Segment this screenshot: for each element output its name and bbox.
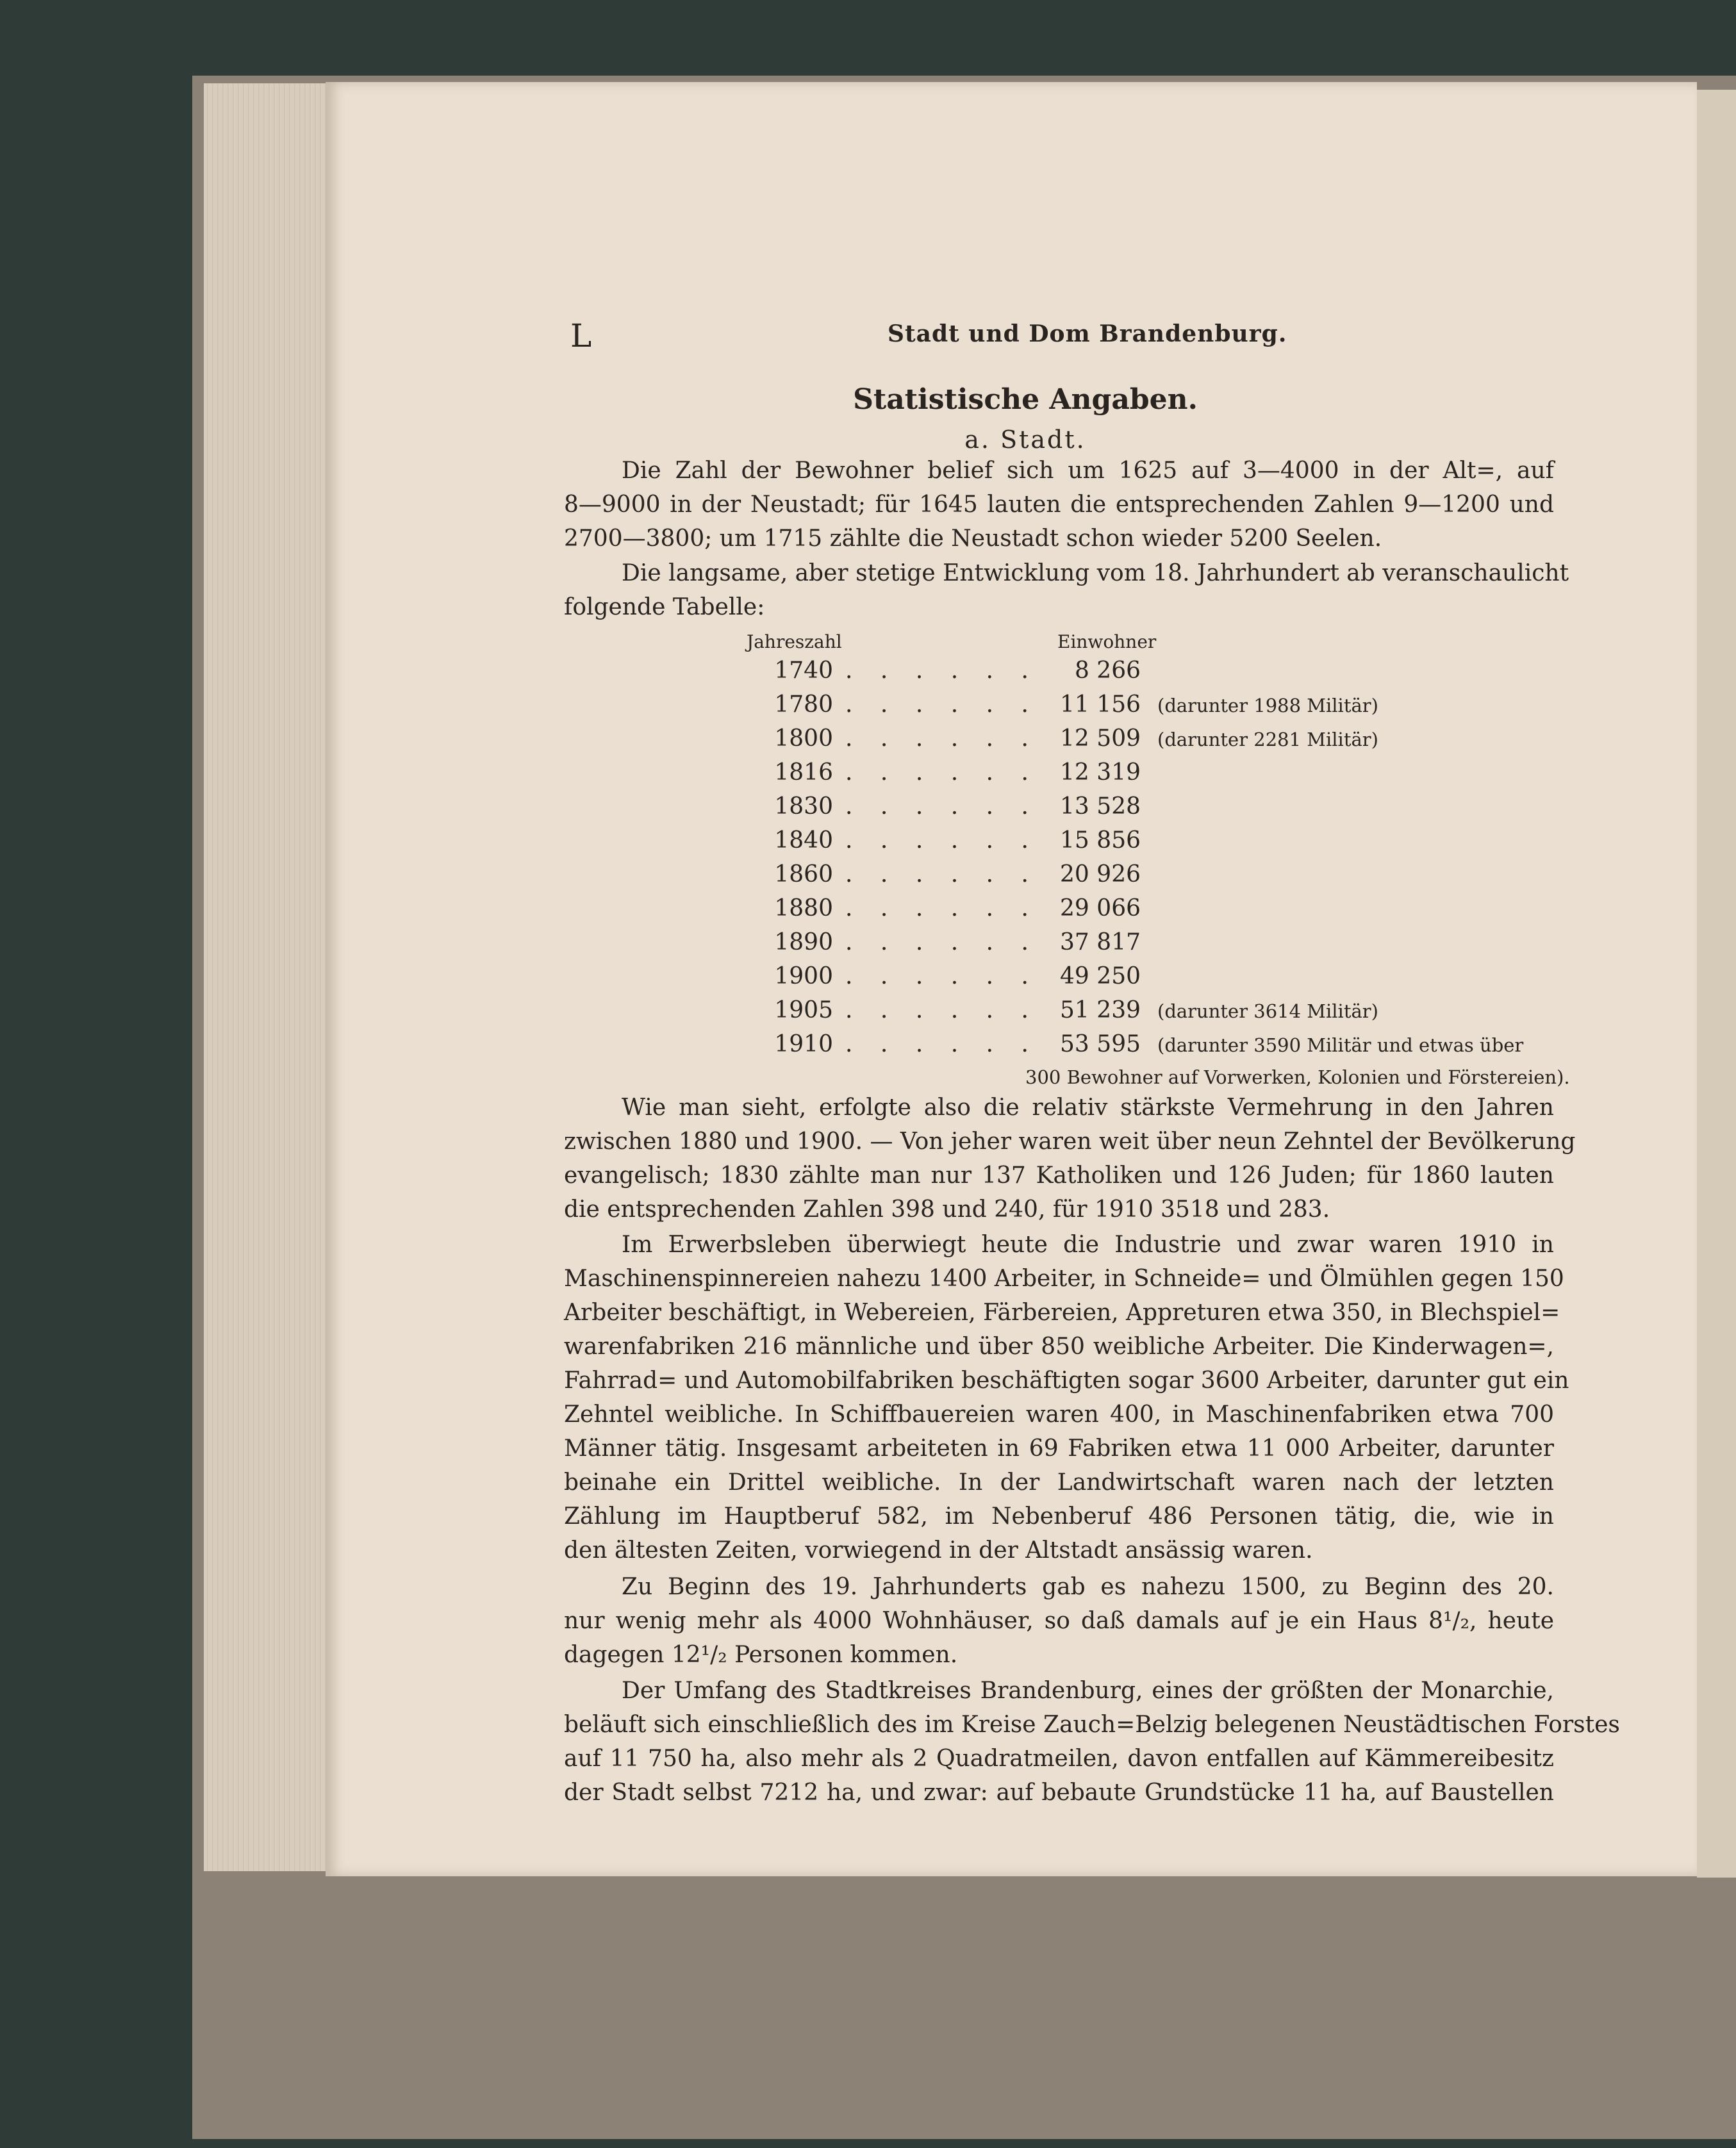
text-line: Der Umfang des Stadtkreises Brandenburg, eines der größten der Monarchie, bbox=[622, 1678, 1554, 1704]
text-line: Männer tätig. Insgesamt arbeiteten in 69 Fabriken etwa 11 000 Arbeiter, darunter bbox=[564, 1435, 1554, 1462]
text-line: warenfabriken 216 männliche und über 850 weibliche Arbeiter. Die Kinderwagen=, bbox=[564, 1334, 1554, 1360]
table-year: 1800 bbox=[774, 725, 833, 752]
table-note: (darunter 3590 Militär und etwas über bbox=[1157, 1034, 1524, 1056]
table-population: 11 156 bbox=[1060, 691, 1141, 718]
facing-page-edge bbox=[1697, 90, 1736, 1878]
table-leader-dots: . . . . . . bbox=[845, 827, 1039, 854]
text-line: evangelisch; 1830 zählte man nur 137 Katholiken und 126 Juden; für 1860 lauten bbox=[564, 1162, 1554, 1189]
table-row bbox=[769, 725, 1378, 759]
table-note: (darunter 1988 Militär) bbox=[1157, 695, 1378, 716]
table-note-continuation: 300 Bewohner auf Vorwerken, Kolonien und Förstereien). bbox=[1025, 1066, 1570, 1088]
text-line: Zu Beginn des 19. Jahrhunderts gab es nahezu 1500, zu Beginn des 20. bbox=[622, 1574, 1554, 1600]
table-year: 1900 bbox=[774, 963, 833, 989]
table-population: 37 817 bbox=[1060, 929, 1141, 955]
table-year: 1910 bbox=[774, 1031, 833, 1057]
page-number: L bbox=[570, 317, 592, 354]
text-line: zwischen 1880 und 1900. — Von jeher waren weit über neun Zehntel der Bevölkerung bbox=[564, 1128, 1576, 1155]
table-row bbox=[769, 691, 1378, 725]
table-header-year: Jahreszahl bbox=[747, 631, 842, 652]
text-line: 8—9000 in der Neustadt; für 1645 lauten die entsprechenden Zahlen 9—1200 und bbox=[564, 492, 1554, 518]
table-row bbox=[769, 1031, 1523, 1065]
text-line: auf 11 750 ha, also mehr als 2 Quadratmeilen, davon entfallen auf Kämmereibesitz bbox=[564, 1746, 1554, 1772]
table-leader-dots: . . . . . . bbox=[845, 1031, 1039, 1057]
table-leader-dots: . . . . . . bbox=[845, 725, 1039, 752]
table-note: (darunter 2281 Militär) bbox=[1157, 729, 1378, 750]
text-line: Wie man sieht, erfolgte also die relativ stärkste Vermehrung in den Jahren bbox=[622, 1095, 1554, 1121]
table-population: 13 528 bbox=[1060, 793, 1141, 820]
table-year: 1880 bbox=[774, 895, 833, 921]
table-population: 12 319 bbox=[1060, 759, 1141, 786]
table-population: 53 595 bbox=[1060, 1031, 1141, 1057]
paragraph-housing bbox=[564, 1570, 1554, 1672]
table-population: 51 239 bbox=[1060, 997, 1141, 1023]
text-line: Im Erwerbsleben überwiegt heute die Industrie und zwar waren 1910 in bbox=[622, 1232, 1554, 1258]
table-year: 1860 bbox=[774, 861, 833, 888]
paragraph-growth-religion bbox=[564, 1091, 1576, 1227]
text-line: der Stadt selbst 7212 ha, und zwar: auf bebaute Grundstücke 11 ha, auf Baustellen bbox=[564, 1780, 1554, 1806]
table-population: 12 509 bbox=[1060, 725, 1141, 752]
table-row bbox=[769, 827, 1141, 861]
text-line: Zählung im Hauptberuf 582, im Nebenberuf 486 Personen tätig, die, wie in bbox=[564, 1503, 1554, 1530]
text-line: nur wenig mehr als 4000 Wohnhäuser, so daß damals auf je ein Haus 8¹/₂, heute bbox=[564, 1608, 1554, 1634]
text-line: Die Zahl der Bewohner belief sich um 1625 auf 3—4000 in der Alt=, auf bbox=[622, 458, 1554, 484]
table-year: 1890 bbox=[774, 929, 833, 955]
table-row bbox=[769, 963, 1141, 997]
table-population: 20 926 bbox=[1060, 861, 1141, 888]
table-row bbox=[769, 895, 1141, 929]
text-line: beinahe ein Drittel weibliche. In der Landwirtschaft waren nach der letzten bbox=[564, 1469, 1554, 1496]
table-row bbox=[769, 793, 1141, 827]
section-title: Statistische Angaben. bbox=[853, 383, 1198, 416]
page-edges bbox=[204, 83, 331, 1871]
table-population: 8 266 bbox=[1074, 657, 1141, 684]
text-line: Arbeiter beschäftigt, in Webereien, Färbereien, Appreturen etwa 350, in Blechspiel= bbox=[564, 1300, 1560, 1326]
text-line: den ältesten Zeiten, vorwiegend in der Altstadt ansässig waren. bbox=[564, 1537, 1313, 1564]
table-year: 1780 bbox=[774, 691, 833, 718]
paragraph-area bbox=[564, 1674, 1620, 1810]
table-leader-dots: . . . . . . bbox=[845, 657, 1039, 684]
table-year: 1740 bbox=[774, 657, 833, 684]
table-leader-dots: . . . . . . bbox=[845, 929, 1039, 955]
paragraph-table-intro bbox=[564, 556, 1569, 624]
table-leader-dots: . . . . . . bbox=[845, 997, 1039, 1023]
text-line: Zehntel weibliche. In Schiffbauereien waren 400, in Maschinenfabriken etwa 700 bbox=[564, 1401, 1554, 1428]
table-leader-dots: . . . . . . bbox=[845, 861, 1039, 888]
table-year: 1840 bbox=[774, 827, 833, 854]
table-note: (darunter 3614 Militär) bbox=[1157, 1000, 1378, 1022]
table-header-population: Einwohner bbox=[1057, 631, 1157, 652]
table-leader-dots: . . . . . . bbox=[845, 793, 1039, 820]
table-row bbox=[769, 929, 1141, 963]
text-line: Fahrrad= und Automobilfabriken beschäftigten sogar 3600 Arbeiter, darunter gut ein bbox=[564, 1367, 1569, 1394]
text-line: Die langsame, aber stetige Entwicklung vom 18. Jahrhundert ab veranschaulicht bbox=[622, 560, 1569, 586]
table-year: 1905 bbox=[774, 997, 833, 1023]
text-line: 2700—3800; um 1715 zählte die Neustadt schon wieder 5200 Seelen. bbox=[564, 525, 1382, 552]
table-population: 29 066 bbox=[1060, 895, 1141, 921]
running-head: Stadt und Dom Brandenburg. bbox=[888, 320, 1287, 347]
table-leader-dots: . . . . . . bbox=[845, 895, 1039, 921]
table-row bbox=[769, 657, 1141, 691]
paragraph-population-history bbox=[564, 454, 1554, 556]
text-line: beläuft sich einschließlich des im Kreise Zauch=Belzig belegenen Neustädtischen Forstes bbox=[564, 1712, 1620, 1738]
table-leader-dots: . . . . . . bbox=[845, 963, 1039, 989]
table-row bbox=[769, 861, 1141, 895]
table-row bbox=[769, 997, 1378, 1031]
table-row bbox=[769, 759, 1141, 793]
table-year: 1816 bbox=[774, 759, 833, 786]
table-leader-dots: . . . . . . bbox=[845, 691, 1039, 718]
paragraph-industry bbox=[564, 1228, 1569, 1567]
text-line: folgende Tabelle: bbox=[564, 594, 765, 620]
text-line: dagegen 12¹/₂ Personen kommen. bbox=[564, 1642, 958, 1668]
table-population: 49 250 bbox=[1060, 963, 1141, 989]
text-line: Maschinenspinnereien nahezu 1400 Arbeiter, in Schneide= und Ölmühlen gegen 150 bbox=[564, 1266, 1564, 1292]
table-year: 1830 bbox=[774, 793, 833, 820]
section-subtitle: a. Stadt. bbox=[964, 425, 1086, 454]
text-line: die entsprechenden Zahlen 398 und 240, für 1910 3518 und 283. bbox=[564, 1196, 1330, 1223]
table-leader-dots: . . . . . . bbox=[845, 759, 1039, 786]
table-population: 15 856 bbox=[1060, 827, 1141, 854]
